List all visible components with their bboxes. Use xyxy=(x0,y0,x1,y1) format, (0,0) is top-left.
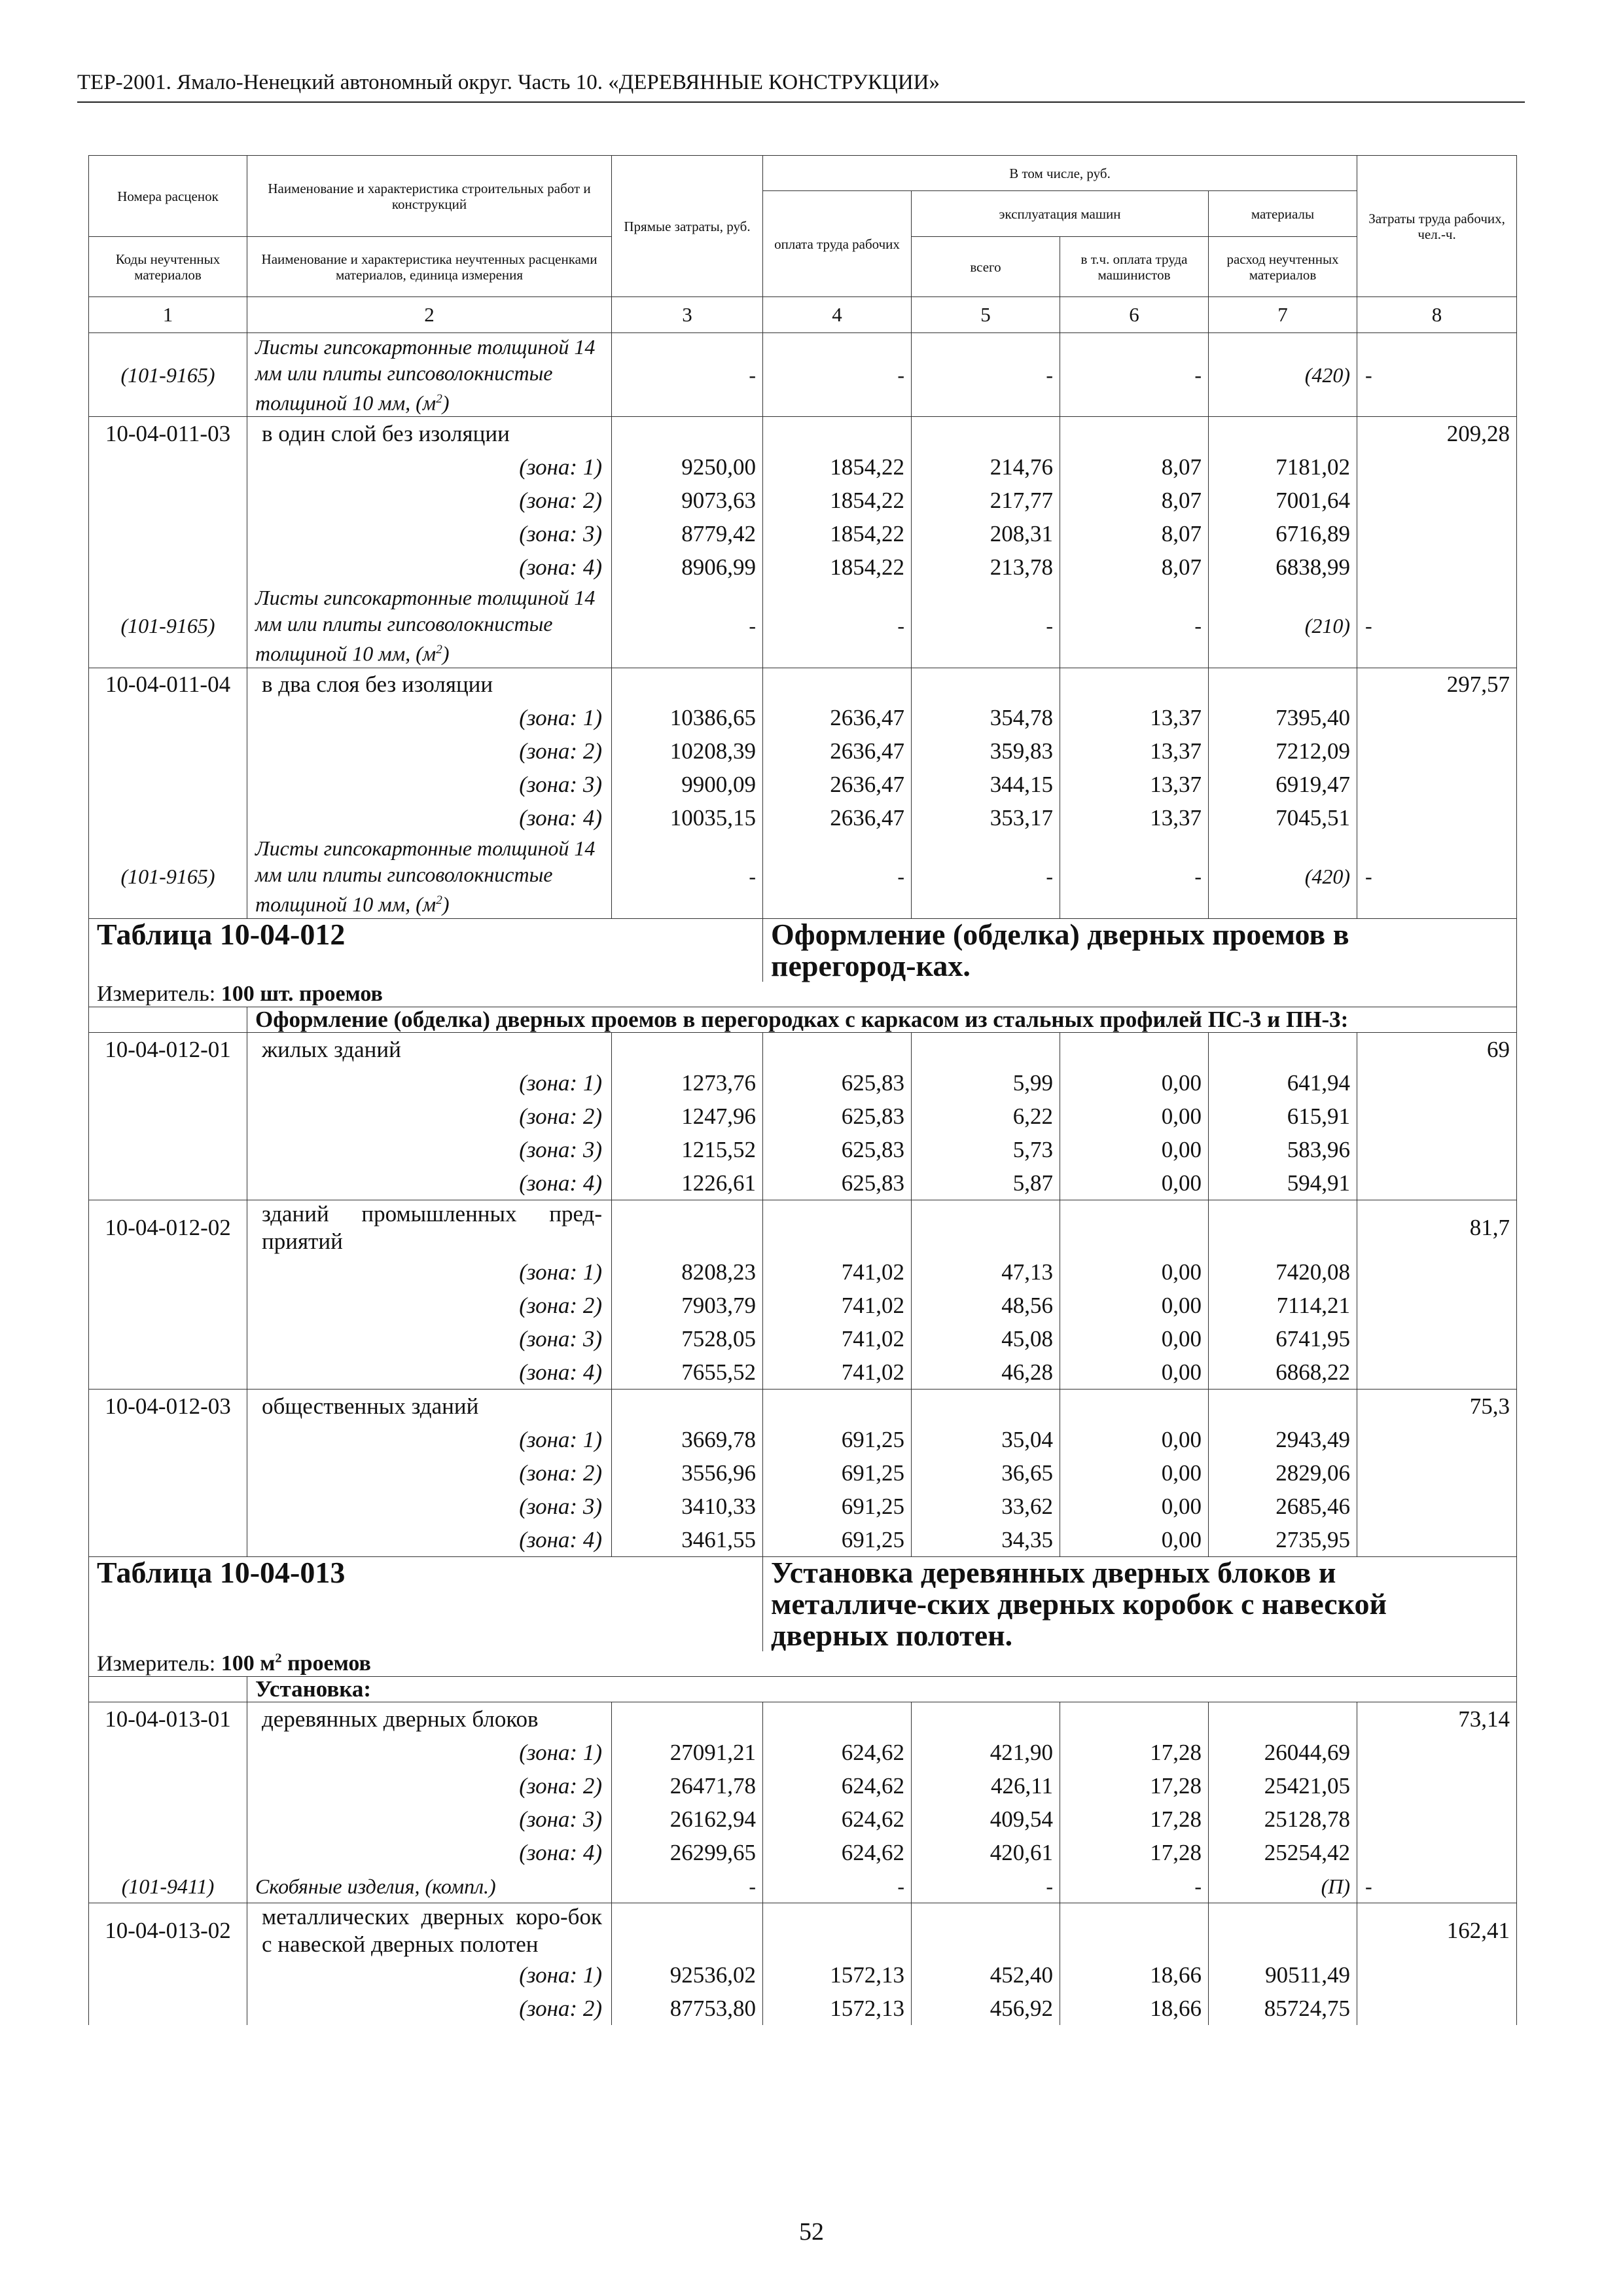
table-cell: 8,07 xyxy=(1060,517,1209,550)
table-cell: 691,25 xyxy=(763,1423,912,1456)
table-cell: 0,00 xyxy=(1060,1523,1209,1557)
rate-name: деревянных дверных блоков xyxy=(247,1702,612,1736)
material-name: Листы гипсокартонные толщиной 14 мм или плиты гипсоволокнистые толщиной 10 мм, $(м^2)$ xyxy=(247,835,612,919)
table-cell: 33,62 xyxy=(912,1490,1060,1523)
table-cell: 0,00 xyxy=(1060,1355,1209,1390)
table-cell: 7528,05 xyxy=(612,1322,763,1355)
col-total: всего xyxy=(912,237,1060,297)
page-number: 52 xyxy=(799,2218,824,2246)
material-qty: (420) xyxy=(1209,333,1357,417)
col-number: 3 xyxy=(612,297,763,333)
table-cell: 7420,08 xyxy=(1209,1255,1357,1289)
table-cell: 452,40 xyxy=(912,1958,1060,1992)
table-cell: 9900,09 xyxy=(612,768,763,802)
col-unaccounted-name: Наименование и характеристика неучтенных расценками материалов, единица измерения xyxy=(247,237,612,297)
rate-name: в два слоя без изоляции xyxy=(247,668,612,702)
zone-label: (зона: 3) xyxy=(247,1322,612,1355)
table-cell: 2636,47 xyxy=(763,702,912,735)
table-cell: 1572,13 xyxy=(763,1992,912,2025)
rate-code: 10-04-012-02 xyxy=(89,1200,247,1256)
table-cell: 8,07 xyxy=(1060,450,1209,484)
table-cell: - xyxy=(763,333,912,417)
table-cell: 625,83 xyxy=(763,1133,912,1166)
table-cell: 18,66 xyxy=(1060,1992,1209,2025)
table-cell: 6868,22 xyxy=(1209,1355,1357,1390)
zone-label: (зона: 3) xyxy=(247,1490,612,1523)
col-number: 7 xyxy=(1209,297,1357,333)
table-cell: 13,37 xyxy=(1060,702,1209,735)
table-cell: 7395,40 xyxy=(1209,702,1357,735)
table-cell: 1247,96 xyxy=(612,1100,763,1133)
col-unaccounted-codes: Коды неучтенных материалов xyxy=(89,237,247,297)
col-including: В том числе, руб. xyxy=(763,156,1357,191)
labor-value: 81,7 xyxy=(1357,1200,1517,1256)
labor-value: 73,14 xyxy=(1357,1702,1517,1736)
table-cell: 35,04 xyxy=(912,1423,1060,1456)
table-cell: 409,54 xyxy=(912,1803,1060,1836)
rate-name: зданий промышленных пред-приятий xyxy=(247,1200,612,1256)
zone-label: (зона: 1) xyxy=(247,1423,612,1456)
table-cell: 0,00 xyxy=(1060,1166,1209,1200)
table-cell: 18,66 xyxy=(1060,1958,1209,1992)
zone-label: (зона: 2) xyxy=(247,1289,612,1322)
table-cell: 8,07 xyxy=(1060,550,1209,584)
zone-label: (зона: 4) xyxy=(247,802,612,835)
table-cell: 36,65 xyxy=(912,1456,1060,1490)
labor-value: 75,3 xyxy=(1357,1390,1517,1424)
col-machinist-pay: в т.ч. оплата труда машинистов xyxy=(1060,237,1209,297)
table-cell: 8906,99 xyxy=(612,550,763,584)
table-cell: - xyxy=(912,1869,1060,1903)
table-cell: - xyxy=(1357,584,1517,668)
table-cell: - xyxy=(763,835,912,919)
labor-value: 162,41 xyxy=(1357,1903,1517,1959)
section-heading: Установка: xyxy=(247,1677,1517,1702)
table-cell: 594,91 xyxy=(1209,1166,1357,1200)
zone-label: (зона: 2) xyxy=(247,1100,612,1133)
section-heading: Оформление (обделка) дверных проемов в перегородках с каркасом из стальных профилей ПС-3 и ПН-3: xyxy=(247,1007,1517,1033)
table-cell: 208,31 xyxy=(912,517,1060,550)
table-cell: 2636,47 xyxy=(763,735,912,768)
table-description: Установка деревянных дверных блоков и металличе-ских дверных коробок с навеской дверных полотен. xyxy=(763,1557,1517,1652)
zone-label: (зона: 3) xyxy=(247,1803,612,1836)
table-cell: 7001,64 xyxy=(1209,484,1357,517)
table-cell: 17,28 xyxy=(1060,1769,1209,1803)
table-cell: 741,02 xyxy=(763,1355,912,1390)
col-number: 5 xyxy=(912,297,1060,333)
material-code: (101-9165) xyxy=(89,835,247,919)
material-code: (101-9165) xyxy=(89,584,247,668)
col-materials: материалы xyxy=(1209,191,1357,237)
material-code: (101-9165) xyxy=(89,333,247,417)
material-name: Листы гипсокартонные толщиной 14 мм или плиты гипсоволокнистые толщиной 10 мм, $(м^2)$ xyxy=(247,584,612,668)
table-measure: Измеритель: 100 шт. проемов xyxy=(89,982,1517,1007)
zone-label: (зона: 1) xyxy=(247,450,612,484)
table-cell: 17,28 xyxy=(1060,1736,1209,1769)
table-cell: 25128,78 xyxy=(1209,1803,1357,1836)
table-cell: 47,13 xyxy=(912,1255,1060,1289)
table-cell: 26471,78 xyxy=(612,1769,763,1803)
table-cell: 8,07 xyxy=(1060,484,1209,517)
table-cell: 213,78 xyxy=(912,550,1060,584)
table-cell: 25254,42 xyxy=(1209,1836,1357,1869)
table-cell: 8208,23 xyxy=(612,1255,763,1289)
table-cell: 2636,47 xyxy=(763,768,912,802)
zone-label: (зона: 4) xyxy=(247,550,612,584)
zone-label: (зона: 2) xyxy=(247,1456,612,1490)
table-cell: 691,25 xyxy=(763,1523,912,1557)
table-cell: 5,87 xyxy=(912,1166,1060,1200)
table-cell: 691,25 xyxy=(763,1456,912,1490)
table-measure: Измеритель: 100 $м^2$ проемов xyxy=(89,1651,1517,1677)
table-title: Таблица 10-04-013 xyxy=(89,1557,763,1652)
col-number: 1 xyxy=(89,297,247,333)
table-cell: 6716,89 xyxy=(1209,517,1357,550)
table-cell: 13,37 xyxy=(1060,802,1209,835)
table-cell: 2636,47 xyxy=(763,802,912,835)
table-cell: 641,94 xyxy=(1209,1066,1357,1100)
table-cell: 420,61 xyxy=(912,1836,1060,1869)
col-number: 2 xyxy=(247,297,612,333)
table-cell: 0,00 xyxy=(1060,1423,1209,1456)
rate-name: жилых зданий xyxy=(247,1033,612,1067)
table-cell: 741,02 xyxy=(763,1289,912,1322)
table-cell: - xyxy=(1060,1869,1209,1903)
table-cell: 7655,52 xyxy=(612,1355,763,1390)
table-cell: 90511,49 xyxy=(1209,1958,1357,1992)
table-cell: 741,02 xyxy=(763,1255,912,1289)
table-cell: 26162,94 xyxy=(612,1803,763,1836)
table-cell: 691,25 xyxy=(763,1490,912,1523)
table-cell: 1854,22 xyxy=(763,550,912,584)
table-cell: - xyxy=(763,584,912,668)
table-cell: 7181,02 xyxy=(1209,450,1357,484)
zone-label: (зона: 4) xyxy=(247,1523,612,1557)
table-cell: 1226,61 xyxy=(612,1166,763,1200)
table-cell: 0,00 xyxy=(1060,1490,1209,1523)
zone-label: (зона: 4) xyxy=(247,1836,612,1869)
table-cell: 624,62 xyxy=(763,1736,912,1769)
rate-code: 10-04-012-03 xyxy=(89,1390,247,1424)
table-cell: 456,92 xyxy=(912,1992,1060,2025)
table-cell: 615,91 xyxy=(1209,1100,1357,1133)
table-cell: 353,17 xyxy=(912,802,1060,835)
table-cell: 7114,21 xyxy=(1209,1289,1357,1322)
rate-code: 10-04-012-01 xyxy=(89,1033,247,1067)
zone-label: (зона: 3) xyxy=(247,768,612,802)
page-header: ТЕР-2001. Ямало-Ненецкий автономный округ. Часть 10. «ДЕРЕВЯННЫЕ КОНСТРУКЦИИ» xyxy=(77,71,1525,103)
material-name: Скобяные изделия, (компл.) xyxy=(247,1869,612,1903)
col-labor-pay: оплата труда рабочих xyxy=(763,191,912,297)
table-cell: - xyxy=(912,584,1060,668)
table-cell: 344,15 xyxy=(912,768,1060,802)
table-cell: 10386,65 xyxy=(612,702,763,735)
rate-name: общественных зданий xyxy=(247,1390,612,1424)
table-cell: - xyxy=(1357,333,1517,417)
rate-code: 10-04-013-01 xyxy=(89,1702,247,1736)
zone-label: (зона: 1) xyxy=(247,702,612,735)
table-cell: 0,00 xyxy=(1060,1100,1209,1133)
table-description: Оформление (обделка) дверных проемов в перегород-ках. xyxy=(763,919,1517,982)
table-cell: 2943,49 xyxy=(1209,1423,1357,1456)
table-cell: 354,78 xyxy=(912,702,1060,735)
labor-value: 209,28 xyxy=(1357,417,1517,451)
zone-label: (зона: 2) xyxy=(247,484,612,517)
table-cell: 1572,13 xyxy=(763,1958,912,1992)
material-qty: (420) xyxy=(1209,835,1357,919)
table-cell: 3461,55 xyxy=(612,1523,763,1557)
material-qty: (П) xyxy=(1209,1869,1357,1903)
table-cell: 625,83 xyxy=(763,1100,912,1133)
table-cell: - xyxy=(612,584,763,668)
table-cell: 17,28 xyxy=(1060,1836,1209,1869)
table-cell: 625,83 xyxy=(763,1066,912,1100)
table-cell: 0,00 xyxy=(1060,1289,1209,1322)
zone-label: (зона: 3) xyxy=(247,517,612,550)
zone-label: (зона: 2) xyxy=(247,735,612,768)
table-cell: 5,99 xyxy=(912,1066,1060,1100)
table-cell: 13,37 xyxy=(1060,735,1209,768)
col-unaccounted-materials: расход неучтенных материалов xyxy=(1209,237,1357,297)
table-title: Таблица 10-04-012 xyxy=(89,919,763,982)
table-cell: 26044,69 xyxy=(1209,1736,1357,1769)
table-cell: - xyxy=(912,333,1060,417)
table-cell: 48,56 xyxy=(912,1289,1060,1322)
table-cell: - xyxy=(763,1869,912,1903)
zone-label: (зона: 2) xyxy=(247,1992,612,2025)
table-cell: 583,96 xyxy=(1209,1133,1357,1166)
table-cell: 45,08 xyxy=(912,1322,1060,1355)
table-cell: 5,73 xyxy=(912,1133,1060,1166)
table-cell: 10208,39 xyxy=(612,735,763,768)
zone-label: (зона: 1) xyxy=(247,1958,612,1992)
table-cell: 0,00 xyxy=(1060,1255,1209,1289)
material-qty: (210) xyxy=(1209,584,1357,668)
table-cell: 426,11 xyxy=(912,1769,1060,1803)
table-cell: 624,62 xyxy=(763,1836,912,1869)
table-cell: 87753,80 xyxy=(612,1992,763,2025)
zone-label: (зона: 1) xyxy=(247,1066,612,1100)
table-cell: 13,37 xyxy=(1060,768,1209,802)
col-labor-costs: Затраты труда рабочих, чел.-ч. xyxy=(1357,156,1517,297)
table-cell: - xyxy=(1357,835,1517,919)
material-name: Листы гипсокартонные толщиной 14 мм или плиты гипсоволокнистые толщиной 10 мм, $(м^2)$ xyxy=(247,333,612,417)
table-cell: 0,00 xyxy=(1060,1322,1209,1355)
table-cell: 27091,21 xyxy=(612,1736,763,1769)
col-number: 6 xyxy=(1060,297,1209,333)
table-cell: 8779,42 xyxy=(612,517,763,550)
material-code: (101-9411) xyxy=(89,1869,247,1903)
table-cell: 3410,33 xyxy=(612,1490,763,1523)
table-cell: 85724,75 xyxy=(1209,1992,1357,2025)
table-cell: - xyxy=(612,333,763,417)
table-cell: 624,62 xyxy=(763,1803,912,1836)
table-cell: 2829,06 xyxy=(1209,1456,1357,1490)
table-cell: 421,90 xyxy=(912,1736,1060,1769)
table-cell: 34,35 xyxy=(912,1523,1060,1557)
table-cell: 10035,15 xyxy=(612,802,763,835)
col-number: 8 xyxy=(1357,297,1517,333)
table-cell: 625,83 xyxy=(763,1166,912,1200)
table-cell: 217,77 xyxy=(912,484,1060,517)
rate-name: металлических дверных коро-бок с навеской дверных полотен xyxy=(247,1903,612,1959)
table-cell: 2685,46 xyxy=(1209,1490,1357,1523)
table-cell: 46,28 xyxy=(912,1355,1060,1390)
col-work-name: Наименование и характеристика строительных работ и конструкций xyxy=(247,156,612,237)
table-cell: 9073,63 xyxy=(612,484,763,517)
table-cell: 1215,52 xyxy=(612,1133,763,1166)
table-cell: 7045,51 xyxy=(1209,802,1357,835)
zone-label: (зона: 1) xyxy=(247,1736,612,1769)
table-cell: - xyxy=(1060,584,1209,668)
table-cell: 26299,65 xyxy=(612,1836,763,1869)
col-rate-numbers: Номера расценок xyxy=(89,156,247,237)
table-cell: - xyxy=(1357,1869,1517,1903)
rate-code: 10-04-013-02 xyxy=(89,1903,247,1959)
table-cell: - xyxy=(612,835,763,919)
table-cell: 9250,00 xyxy=(612,450,763,484)
table-cell: 7903,79 xyxy=(612,1289,763,1322)
table-cell: 1273,76 xyxy=(612,1066,763,1100)
table-cell: - xyxy=(1060,333,1209,417)
table-cell: - xyxy=(1060,835,1209,919)
labor-value: 297,57 xyxy=(1357,668,1517,702)
table-cell: - xyxy=(612,1869,763,1903)
zone-label: (зона: 1) xyxy=(247,1255,612,1289)
table-cell: 0,00 xyxy=(1060,1456,1209,1490)
zone-label: (зона: 4) xyxy=(247,1355,612,1390)
table-cell: 7212,09 xyxy=(1209,735,1357,768)
table-cell: 6,22 xyxy=(912,1100,1060,1133)
col-direct-costs: Прямые затраты, руб. xyxy=(612,156,763,297)
table-cell: 624,62 xyxy=(763,1769,912,1803)
table-cell: 6741,95 xyxy=(1209,1322,1357,1355)
table-cell: 6838,99 xyxy=(1209,550,1357,584)
table-cell: 17,28 xyxy=(1060,1803,1209,1836)
table-cell: 1854,22 xyxy=(763,484,912,517)
table-cell: - xyxy=(912,835,1060,919)
table-cell: 0,00 xyxy=(1060,1066,1209,1100)
table-cell: 3556,96 xyxy=(612,1456,763,1490)
col-number: 4 xyxy=(763,297,912,333)
table-cell: 1854,22 xyxy=(763,517,912,550)
zone-label: (зона: 3) xyxy=(247,1133,612,1166)
rate-code: 10-04-011-03 xyxy=(89,417,247,451)
col-machines: эксплуатация машин xyxy=(912,191,1209,237)
table-cell: 6919,47 xyxy=(1209,768,1357,802)
rate-name: в один слой без изоляции xyxy=(247,417,612,451)
labor-value: 69 xyxy=(1357,1033,1517,1067)
table-cell: 214,76 xyxy=(912,450,1060,484)
rate-code: 10-04-011-04 xyxy=(89,668,247,702)
rates-table xyxy=(88,155,1517,2025)
table-cell: 1854,22 xyxy=(763,450,912,484)
table-cell: 2735,95 xyxy=(1209,1523,1357,1557)
table-cell: 0,00 xyxy=(1060,1133,1209,1166)
table-cell: 25421,05 xyxy=(1209,1769,1357,1803)
zone-label: (зона: 2) xyxy=(247,1769,612,1803)
table-cell: 359,83 xyxy=(912,735,1060,768)
zone-label: (зона: 4) xyxy=(247,1166,612,1200)
table-cell: 3669,78 xyxy=(612,1423,763,1456)
table-cell: 741,02 xyxy=(763,1322,912,1355)
table-cell: 92536,02 xyxy=(612,1958,763,1992)
